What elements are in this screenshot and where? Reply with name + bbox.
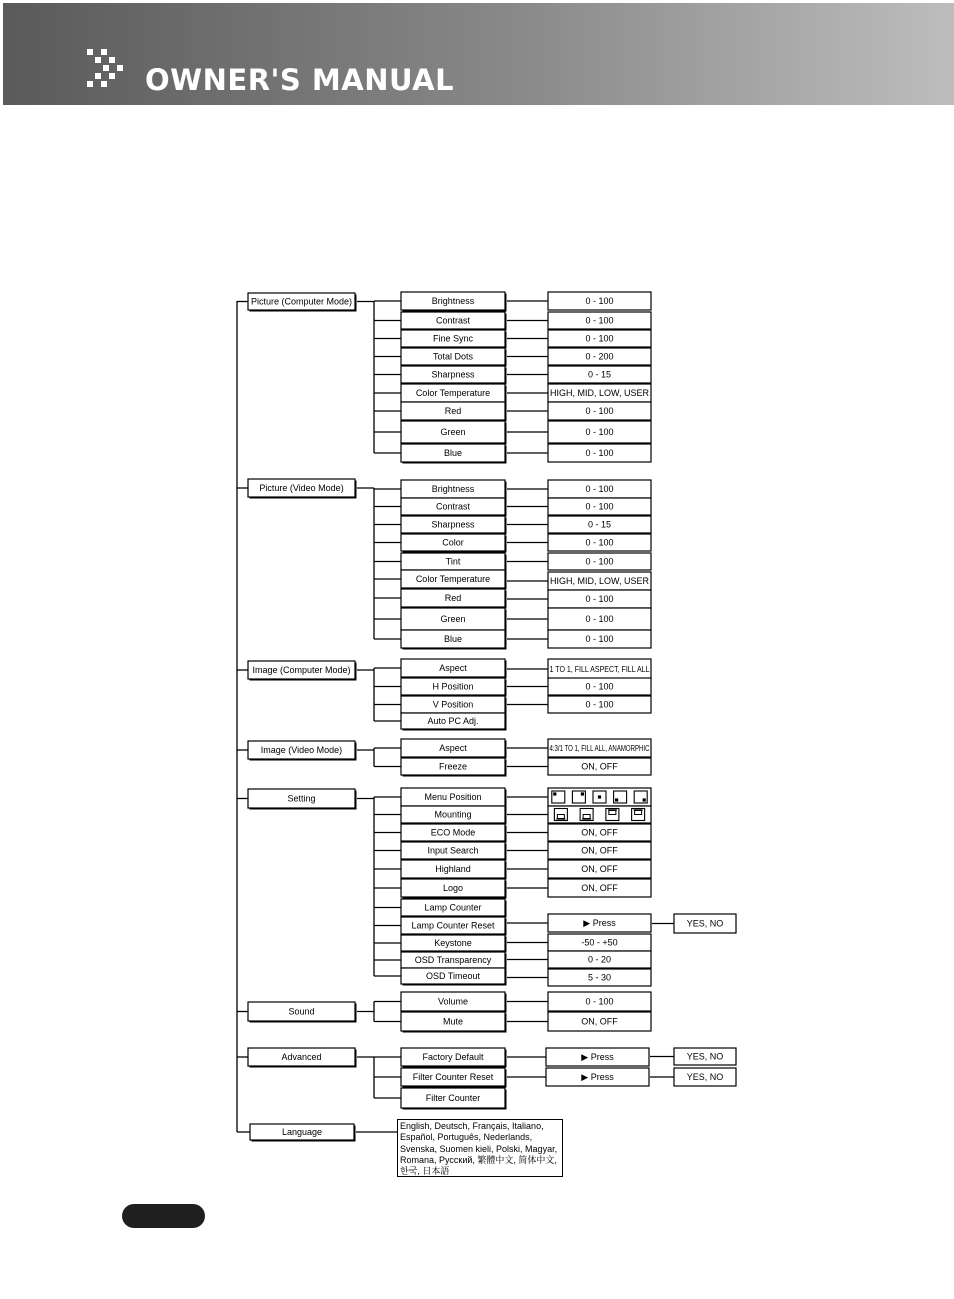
item-contrast-label: Contrast bbox=[435, 501, 471, 512]
item-color bbox=[401, 534, 507, 553]
value-v-position bbox=[548, 696, 651, 713]
value-v-position-label: 0 - 100 bbox=[585, 699, 614, 710]
value-volume-label: 0 - 100 bbox=[585, 996, 614, 1007]
value-tint bbox=[548, 553, 651, 570]
value-keystone bbox=[548, 934, 651, 951]
value-freeze bbox=[548, 758, 651, 775]
item-blue bbox=[401, 444, 507, 464]
value-aspect-label: 4:3/1 TO 1, FILL ALL, ANAMORPHIC bbox=[549, 743, 650, 754]
category-picture-video-mode bbox=[248, 479, 357, 499]
item-osd-transparency bbox=[401, 952, 507, 970]
menu-pos-center-icon bbox=[593, 791, 606, 803]
value-logo-label: ON, OFF bbox=[581, 883, 618, 894]
value-contrast bbox=[548, 312, 651, 329]
category-picture-computer-mode bbox=[248, 293, 357, 312]
value-contrast-label: 0 - 100 bbox=[585, 315, 614, 326]
value-osd-transparency bbox=[548, 951, 651, 968]
item-fine-sync bbox=[401, 330, 507, 349]
value-sharpness bbox=[548, 366, 651, 383]
item-volume bbox=[401, 992, 507, 1013]
confirm-lamp-counter-reset-label: YES, NO bbox=[686, 918, 724, 929]
item-input-search-label: Input Search bbox=[427, 845, 479, 856]
item-filter-counter bbox=[401, 1088, 507, 1110]
value-green bbox=[548, 608, 651, 630]
value-brightness-label: 0 - 100 bbox=[585, 484, 614, 495]
item-highland bbox=[401, 860, 507, 880]
menu-pos-top-right-icon bbox=[572, 791, 585, 803]
item-sharpness bbox=[401, 366, 507, 385]
item-v-position bbox=[401, 696, 507, 715]
value-factory-default bbox=[546, 1048, 649, 1066]
value-logo bbox=[548, 879, 651, 897]
value-lamp-counter-reset bbox=[548, 914, 651, 932]
value-input-search bbox=[548, 842, 651, 859]
item-sharpness bbox=[401, 516, 507, 535]
value-osd-timeout-label: 5 - 30 bbox=[587, 972, 612, 983]
mount-front-table-icon bbox=[554, 809, 567, 821]
value-volume bbox=[548, 992, 651, 1011]
item-blue-label: Blue bbox=[443, 634, 463, 645]
category-sound-label: Sound bbox=[288, 1006, 315, 1017]
value-blue-label: 0 - 100 bbox=[585, 448, 614, 459]
category-image-video-mode bbox=[248, 741, 357, 761]
confirm-filter-counter-reset-label: YES, NO bbox=[686, 1072, 724, 1083]
value-color-label: 0 - 100 bbox=[585, 537, 614, 548]
item-aspect bbox=[401, 739, 507, 759]
value-filter-counter-reset-label: ▶ Press bbox=[581, 1072, 614, 1083]
item-eco-mode bbox=[401, 824, 507, 843]
category-advanced-label: Advanced bbox=[281, 1052, 322, 1063]
item-factory-default-label: Factory Default bbox=[422, 1052, 484, 1063]
value-tint-label: 0 - 100 bbox=[585, 556, 614, 567]
value-osd-timeout bbox=[548, 969, 651, 986]
item-lamp-counter-reset-label: Lamp Counter Reset bbox=[411, 920, 495, 931]
value-eco-mode bbox=[548, 824, 651, 841]
item-green-label: Green bbox=[440, 614, 466, 625]
value-h-position-label: 0 - 100 bbox=[585, 681, 614, 692]
value-blue-label: 0 - 100 bbox=[585, 634, 614, 645]
category-setting-label: Setting bbox=[287, 793, 316, 804]
category-language bbox=[250, 1124, 356, 1142]
value-eco-mode-label: ON, OFF bbox=[581, 827, 618, 838]
value-keystone-label: -50 - +50 bbox=[581, 937, 618, 948]
value-total-dots-label: 0 - 200 bbox=[585, 351, 614, 362]
value-red-label: 0 - 100 bbox=[585, 594, 614, 605]
value-sharpness bbox=[548, 516, 651, 533]
value-contrast-label: 0 - 100 bbox=[585, 501, 614, 512]
item-auto-pc-adj-label: Auto PC Adj. bbox=[427, 716, 479, 727]
language-list: English, Deutsch, Français, Italiano, Español, Português, Nederlands, Svenska, Suomen kieli, Polski, Magyar, Romana, Русский, 繁體中文, 简体中文, 한국, 日本語 bbox=[397, 1119, 563, 1177]
item-mounting bbox=[401, 806, 507, 825]
page-number-tab bbox=[122, 1204, 205, 1228]
value-mounting bbox=[548, 806, 651, 823]
item-green bbox=[401, 608, 507, 632]
item-blue-label: Blue bbox=[443, 448, 463, 459]
value-brightness bbox=[548, 292, 651, 310]
value-color-temperature bbox=[548, 384, 651, 402]
item-keystone-label: Keystone bbox=[434, 938, 472, 949]
value-red bbox=[548, 402, 651, 420]
item-logo-label: Logo bbox=[442, 883, 464, 894]
item-brightness bbox=[401, 292, 507, 312]
mount-front-ceiling-icon bbox=[606, 809, 619, 821]
item-color-temperature-label: Color Temperature bbox=[415, 574, 491, 585]
value-color-temperature-label: HIGH, MID, LOW, USER bbox=[549, 388, 650, 399]
value-brightness-label: 0 - 100 bbox=[585, 296, 614, 307]
mount-rear-table-icon bbox=[580, 809, 593, 821]
item-aspect bbox=[401, 659, 507, 679]
item-red-label: Red bbox=[444, 593, 462, 604]
item-color-label: Color bbox=[442, 537, 464, 548]
value-sharpness-label: 0 - 15 bbox=[587, 369, 612, 380]
item-red-label: Red bbox=[444, 406, 462, 417]
value-factory-default-label: ▶ Press bbox=[581, 1052, 614, 1063]
value-sharpness-label: 0 - 15 bbox=[587, 519, 612, 530]
value-osd-transparency-label: 0 - 20 bbox=[587, 954, 612, 965]
value-green bbox=[548, 421, 651, 443]
item-brightness-label: Brightness bbox=[431, 484, 475, 495]
category-image-computer-mode-label: Image (Computer Mode) bbox=[252, 665, 351, 676]
value-blue bbox=[548, 630, 651, 648]
value-mute-label: ON, OFF bbox=[581, 1016, 618, 1027]
value-color-temperature-label: HIGH, MID, LOW, USER bbox=[549, 576, 650, 587]
item-filter-counter-label: Filter Counter bbox=[425, 1093, 481, 1104]
item-osd-transparency-label: OSD Transparency bbox=[414, 955, 492, 966]
item-v-position-label: V Position bbox=[432, 699, 474, 710]
value-fine-sync bbox=[548, 330, 651, 347]
item-contrast bbox=[401, 312, 507, 331]
item-tint-label: Tint bbox=[445, 556, 461, 567]
value-highland bbox=[548, 860, 651, 878]
confirm-factory-default-label: YES, NO bbox=[686, 1051, 724, 1062]
value-blue bbox=[548, 444, 651, 462]
item-contrast-label: Contrast bbox=[435, 315, 471, 326]
item-contrast bbox=[401, 498, 507, 517]
item-lamp-counter-label: Lamp Counter bbox=[424, 902, 482, 913]
item-aspect-label: Aspect bbox=[439, 743, 467, 754]
item-green-label: Green bbox=[440, 427, 466, 438]
value-green-label: 0 - 100 bbox=[585, 614, 614, 625]
item-mute bbox=[401, 1012, 507, 1033]
item-osd-timeout-label: OSD Timeout bbox=[425, 971, 481, 982]
value-color bbox=[548, 534, 651, 551]
confirm-factory-default bbox=[674, 1048, 736, 1065]
item-aspect-label: Aspect bbox=[439, 663, 467, 674]
value-green-label: 0 - 100 bbox=[585, 427, 614, 438]
item-lamp-counter bbox=[401, 899, 507, 918]
item-lamp-counter-reset bbox=[401, 917, 507, 936]
item-brightness-label: Brightness bbox=[431, 296, 475, 307]
item-color-temperature bbox=[401, 384, 507, 404]
item-menu-position bbox=[401, 788, 507, 808]
value-fine-sync-label: 0 - 100 bbox=[585, 333, 614, 344]
confirm-filter-counter-reset bbox=[674, 1068, 736, 1086]
menu-pos-bottom-left-icon bbox=[614, 791, 627, 803]
item-filter-counter-reset bbox=[401, 1068, 507, 1088]
value-aspect-label: 1 TO 1, FILL ASPECT, FILL ALL bbox=[549, 664, 650, 675]
item-color-temperature bbox=[401, 570, 507, 590]
item-color-temperature-label: Color Temperature bbox=[415, 388, 491, 399]
value-red-label: 0 - 100 bbox=[585, 406, 614, 417]
item-volume-label: Volume bbox=[437, 996, 469, 1007]
item-menu-position-label: Menu Position bbox=[424, 792, 482, 803]
item-h-position bbox=[401, 678, 507, 697]
item-input-search bbox=[401, 842, 507, 861]
item-brightness bbox=[401, 480, 507, 500]
category-image-computer-mode bbox=[248, 661, 357, 681]
category-image-video-mode-label: Image (Video Mode) bbox=[260, 745, 343, 756]
value-red bbox=[548, 590, 651, 608]
category-language-label: Language bbox=[281, 1127, 323, 1138]
category-picture-computer-mode-label: Picture (Computer Mode) bbox=[250, 296, 353, 307]
value-total-dots bbox=[548, 348, 651, 365]
item-red bbox=[401, 402, 507, 422]
value-h-position bbox=[548, 678, 651, 695]
category-advanced bbox=[248, 1048, 357, 1068]
item-highland-label: Highland bbox=[435, 864, 471, 875]
item-eco-mode-label: ECO Mode bbox=[430, 827, 476, 838]
page-title: OWNER'S MANUAL bbox=[145, 63, 455, 97]
item-total-dots-label: Total Dots bbox=[432, 351, 474, 362]
category-sound bbox=[248, 1002, 357, 1023]
category-setting bbox=[248, 789, 357, 810]
item-sharpness-label: Sharpness bbox=[431, 369, 475, 380]
item-blue bbox=[401, 630, 507, 650]
value-mute bbox=[548, 1012, 651, 1031]
confirm-lamp-counter-reset bbox=[674, 914, 736, 933]
value-highland-label: ON, OFF bbox=[581, 864, 618, 875]
value-menu-position bbox=[548, 788, 651, 806]
item-freeze bbox=[401, 758, 507, 777]
value-input-search-label: ON, OFF bbox=[581, 845, 618, 856]
item-factory-default bbox=[401, 1048, 507, 1068]
value-freeze-label: ON, OFF bbox=[581, 761, 618, 772]
item-auto-pc-adj bbox=[401, 713, 507, 731]
item-sharpness-label: Sharpness bbox=[431, 519, 475, 530]
item-total-dots bbox=[401, 348, 507, 367]
item-mute-label: Mute bbox=[442, 1016, 464, 1027]
value-aspect bbox=[548, 739, 651, 757]
item-filter-counter-reset-label: Filter Counter Reset bbox=[412, 1072, 494, 1083]
menu-pos-bottom-right-icon bbox=[634, 791, 647, 803]
item-logo bbox=[401, 879, 507, 899]
item-keystone bbox=[401, 935, 507, 953]
value-lamp-counter-reset-label: ▶ Press bbox=[583, 918, 616, 929]
item-h-position-label: H Position bbox=[432, 681, 474, 692]
value-aspect bbox=[548, 659, 651, 679]
menu-pos-top-left-icon bbox=[552, 791, 565, 803]
item-fine-sync-label: Fine Sync bbox=[432, 333, 474, 344]
item-red bbox=[401, 589, 507, 609]
item-mounting-label: Mounting bbox=[434, 809, 472, 820]
item-freeze-label: Freeze bbox=[438, 761, 468, 772]
value-color-temperature bbox=[548, 572, 651, 590]
value-brightness bbox=[548, 480, 651, 498]
mount-rear-ceiling-icon bbox=[632, 809, 645, 821]
item-tint bbox=[401, 553, 507, 572]
value-contrast bbox=[548, 498, 651, 515]
category-picture-video-mode-label: Picture (Video Mode) bbox=[259, 483, 344, 494]
item-osd-timeout bbox=[401, 968, 507, 986]
value-filter-counter-reset bbox=[546, 1068, 649, 1086]
item-green bbox=[401, 421, 507, 445]
